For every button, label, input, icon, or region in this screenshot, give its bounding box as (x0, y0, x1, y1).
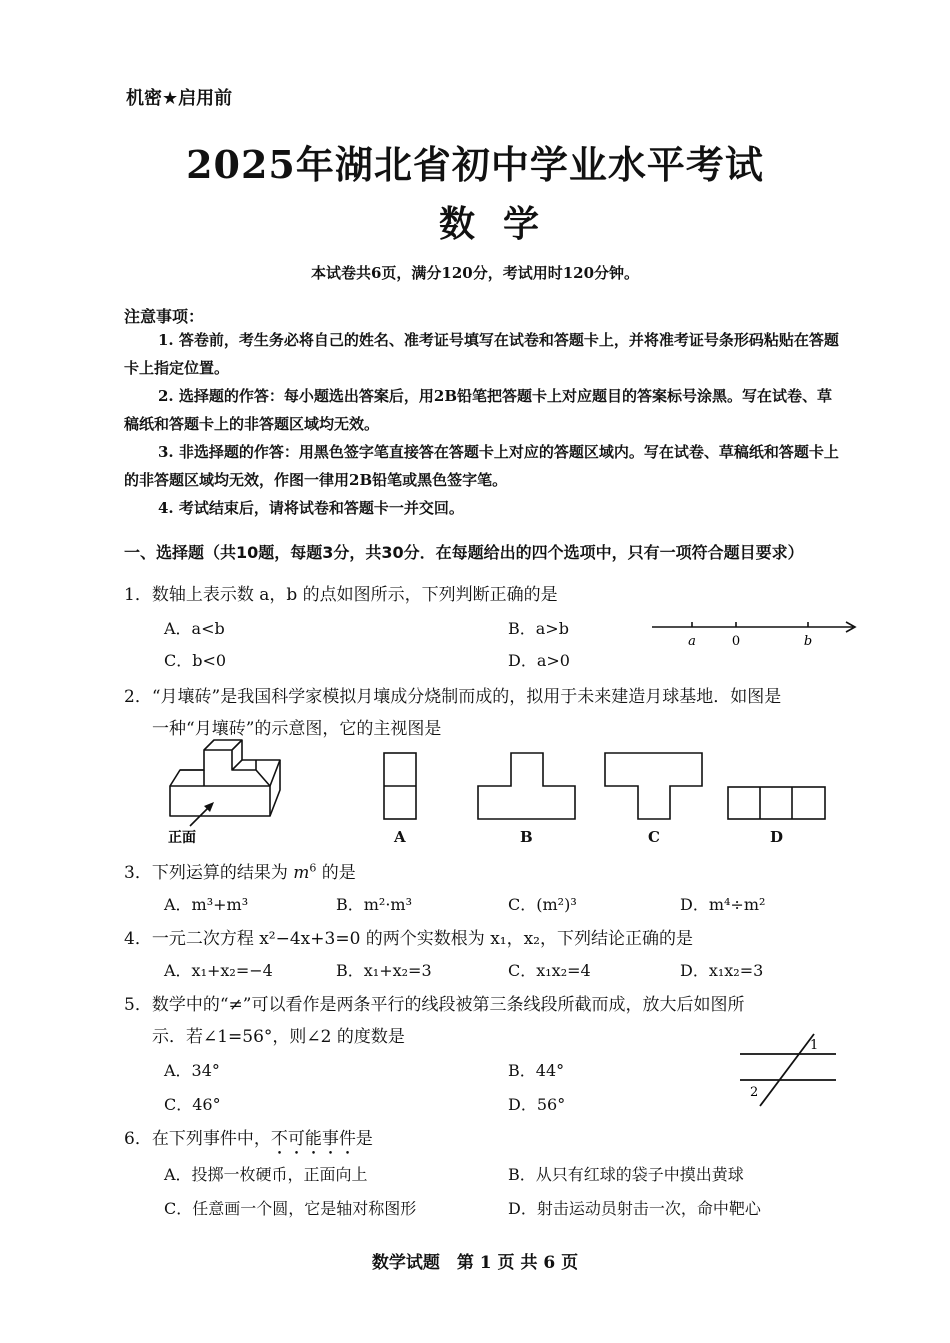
question-4-stem: 4．一元二次方程 x²−4x+3=0 的两个实数根为 x₁，x₂，下列结论正确的是 (124, 929, 694, 949)
question-3-stem-post: 的是 (316, 863, 356, 883)
number-line-label-a: a (688, 634, 696, 649)
figure-label-b: B (520, 828, 533, 846)
note-item-1: 1. 答卷前，考生务必将自己的姓名、准考证号填写在试卷和答题卡上，并将准考证号条形码粘贴在答题卡上指定位置。 (124, 331, 839, 377)
question-5-option-c: C．46° (164, 1095, 221, 1114)
question-4-option-c: C．x₁x₂=4 (508, 961, 591, 980)
page-footer: 数学试题 第 1 页 共 6 页 (371, 1253, 579, 1273)
angle-2-label: 2 (750, 1085, 759, 1100)
note-item-4: 4. 考试结束后，请将试卷和答题卡一并交回。 (158, 499, 464, 517)
question-3-stem-exp: 6 (309, 861, 317, 875)
question-1-option-a: A．a<b (164, 619, 225, 638)
note-item-3: 3. 非选择题的作答：用黑色签字笔直接答在答题卡上对应的答题区域内。写在试卷、草稿纸和答题卡上的非答题区域均无效，作图一律用2B铅笔或黑色签字笔。 (124, 443, 839, 489)
question-2-stem-line2: 一种“月壤砖”的示意图，它的主视图是 (152, 719, 442, 739)
question-6-stem (124, 1124, 373, 1159)
exam-title: 2025年湖北省初中学业水平考试 (186, 142, 764, 187)
confidential-label: 机密★启用前 (126, 88, 233, 109)
transversal-line (760, 1034, 814, 1106)
exam-info: 本试卷共6页，满分120分，考试用时120分钟。 (310, 264, 640, 282)
question-1-option-c: C．b<0 (164, 651, 227, 670)
question-3-option-d: D．m⁴÷m² (680, 895, 766, 914)
subject-title: 数学 (438, 203, 567, 245)
question-6-option-c: C．任意画一个圆，它是轴对称图形 (164, 1199, 417, 1218)
question-3-stem-var: m (293, 863, 310, 883)
option-c-figure (604, 752, 704, 820)
question-3-option-b: B．m²·m³ (336, 895, 413, 914)
question-5-option-a: A．34° (164, 1061, 220, 1080)
question-1-option-b: B．a>b (508, 619, 569, 638)
figure-label-a: A (394, 828, 406, 846)
number-line-label-b: b (803, 634, 813, 649)
question-6-stem-pre: 6．在下列事件中， (124, 1129, 271, 1149)
question-2-stem-line1: 2．“月壤砖”是我国科学家模拟月壤成分烧制而成的，拟用于未来建造月球基地．如图是 (124, 687, 782, 707)
option-b-figure (477, 752, 577, 820)
note-item-2: 2. 选择题的作答：每小题选出答案后，用2B铅笔把答题卡上对应题目的答案标号涂黑。写在试卷、草稿纸和答题卡上的非答题区域均无效。 (124, 387, 833, 433)
number-line-figure (648, 614, 863, 654)
question-1-option-d: D．a>0 (508, 651, 570, 670)
option-a-figure (383, 752, 417, 820)
option-d-figure (727, 786, 827, 820)
question-6-stem-post: 是 (355, 1129, 373, 1149)
question-6-option-a: A．投掷一枚硬币，正面向上 (164, 1165, 368, 1184)
question-4-option-b: B．x₁+x₂=3 (336, 961, 432, 980)
question-3-option-c: C．(m²)³ (508, 895, 577, 914)
question-6-option-d: D．射击运动员射击一次，命中靶心 (508, 1199, 761, 1218)
angle-1-label: 1 (810, 1038, 819, 1053)
question-5-stem-line2: 示．若∠1=56°，则∠2 的度数是 (152, 1027, 405, 1047)
question-3-stem-pre: 3．下列运算的结果为 (124, 863, 294, 883)
question-6-stem-emphasis: 不可能事件 (270, 1129, 356, 1149)
question-3-stem (124, 858, 356, 883)
notes-heading: 注意事项： (124, 307, 205, 326)
front-label: 正面 (168, 830, 196, 846)
number-line-label-zero: 0 (731, 634, 741, 649)
figure-label-d: D (770, 828, 784, 846)
question-6-option-b: B．从只有红球的袋子中摸出黄球 (508, 1165, 744, 1184)
question-3-option-a: A．m³+m³ (164, 895, 249, 914)
moon-brick-3d-figure (162, 738, 292, 848)
question-4-option-d: D．x₁x₂=3 (680, 961, 764, 980)
section-heading: 一、选择题（共10题，每题3分，共30分．在每题给出的四个选项中，只有一项符合题目要求） (124, 543, 804, 562)
figure-label-c: C (648, 828, 660, 846)
not-equal-figure (734, 1030, 844, 1110)
question-5-option-b: B．44° (508, 1061, 565, 1080)
question-1-stem: 1．数轴上表示数 a，b 的点如图所示，下列判断正确的是 (124, 585, 558, 605)
question-5-option-d: D．56° (508, 1095, 566, 1114)
question-5-stem-line1: 5．数学中的“≠”可以看作是两条平行的线段被第三条线段所截而成，放大后如图所 (124, 995, 745, 1015)
question-4-option-a: A．x₁+x₂=−4 (164, 961, 273, 980)
